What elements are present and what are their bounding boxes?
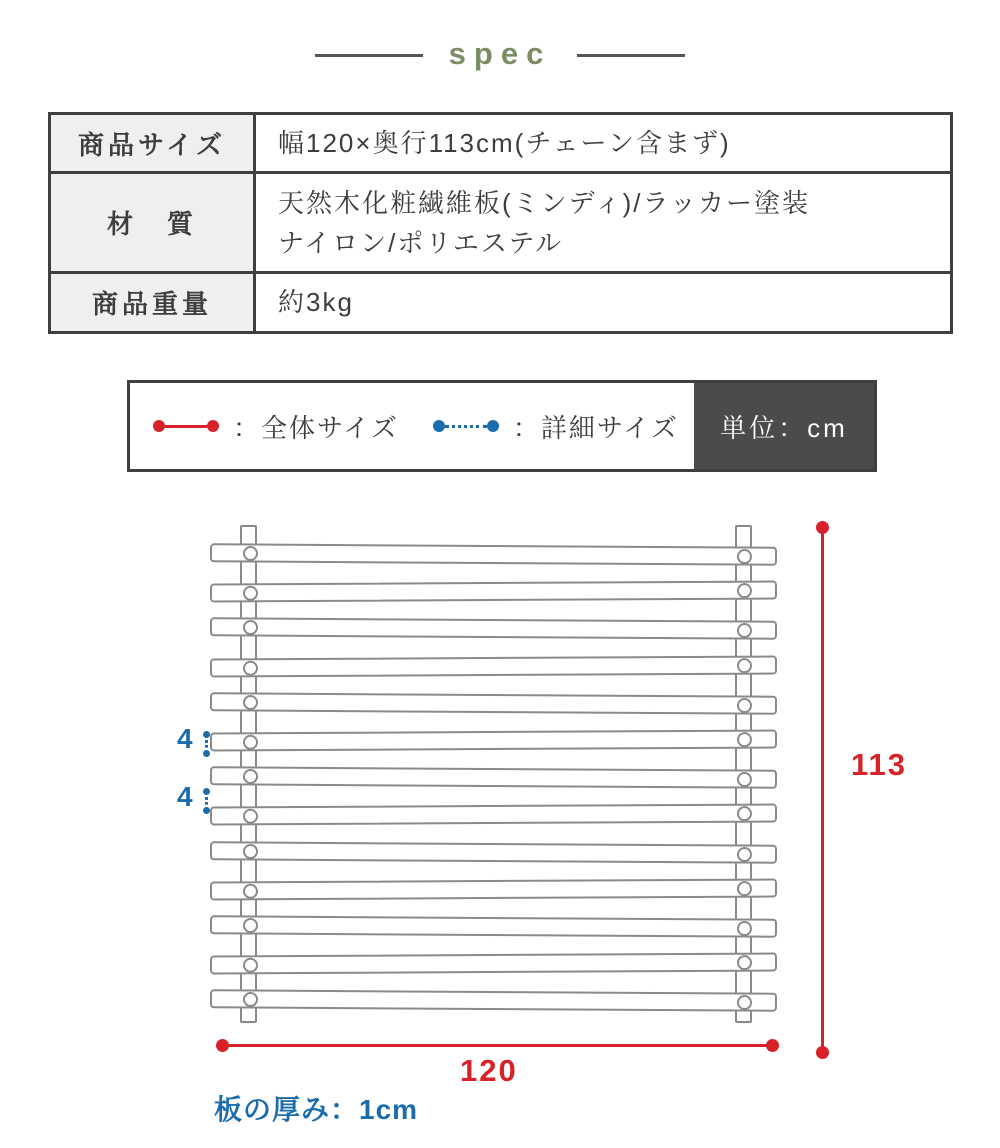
screw-hole-icon (243, 883, 258, 898)
screw-hole-icon (737, 623, 752, 638)
blue-dot-icon (203, 807, 210, 814)
blue-dot-icon (203, 731, 210, 738)
slat (210, 730, 777, 752)
screw-hole-icon (737, 806, 752, 821)
screw-hole-icon (737, 846, 752, 861)
screw-hole-icon (243, 734, 258, 749)
material-value-line-1: 天然木化粧繊維板(ミンディ)/ラッカー塗装 (278, 187, 810, 218)
size-value-line: 幅120×奥行113cm(チェーン含まず) (278, 128, 731, 158)
slat (210, 990, 777, 1012)
row-label-material: 材 質 (50, 173, 255, 273)
board-thickness-note: 板の厚み：1cm (214, 1094, 419, 1125)
screw-hole-icon (737, 697, 752, 712)
slat (210, 878, 777, 900)
spec-title: spec (448, 36, 552, 71)
screw-hole-icon (737, 583, 752, 598)
screw-hole-icon (243, 660, 258, 675)
screw-hole-icon (737, 732, 752, 747)
screw-hole-icon (243, 917, 258, 932)
slat-gap-value: 4 (177, 781, 193, 812)
screw-hole-icon (737, 657, 752, 672)
slat (210, 655, 777, 677)
blue-dot-icon (203, 788, 210, 795)
blue-dotted-segment-icon (205, 740, 208, 748)
screw-hole-icon (737, 955, 752, 970)
material-value-line-2: ナイロン/ポリエステル (278, 227, 564, 258)
slat-gap-marker (203, 788, 210, 814)
blue-dotted-segment-icon (205, 797, 208, 805)
height-dimension-line (821, 527, 824, 1053)
slat (210, 692, 777, 714)
screw-hole-icon (243, 545, 258, 560)
screw-hole-icon (737, 995, 752, 1010)
slat-height-marker (203, 731, 210, 757)
unit-label: 単位：cm (720, 412, 848, 443)
slat (210, 804, 777, 826)
slat (210, 915, 777, 937)
screw-hole-icon (243, 769, 258, 784)
screw-hole-icon (737, 880, 752, 895)
slat (210, 953, 777, 975)
slat (210, 618, 777, 640)
row-label-weight: 商品重量 (50, 273, 255, 332)
screw-hole-icon (243, 620, 258, 635)
screw-hole-icon (243, 957, 258, 972)
slat (210, 766, 777, 788)
screw-hole-icon (243, 809, 258, 824)
slat-height-value: 4 (177, 723, 193, 754)
width-dimension-line (222, 1044, 773, 1047)
slat (210, 841, 777, 863)
weight-value-line: 約3kg (278, 287, 354, 318)
detail-size-label: ：詳細サイズ (512, 412, 679, 443)
screw-hole-icon (737, 548, 752, 563)
blue-dot-icon (203, 750, 210, 757)
screw-hole-icon (243, 992, 258, 1007)
screw-hole-icon (737, 920, 752, 935)
slat (210, 581, 777, 603)
row-label-size: 商品サイズ (50, 114, 255, 173)
screw-hole-icon (737, 772, 752, 787)
screw-hole-icon (243, 843, 258, 858)
screw-hole-icon (243, 694, 258, 709)
screw-hole-icon (243, 585, 258, 600)
height-dimension-value: 113 (851, 747, 908, 782)
overall-size-label: ：全体サイズ (233, 412, 399, 443)
slat (210, 543, 777, 565)
width-dimension-value: 120 (460, 1053, 518, 1088)
